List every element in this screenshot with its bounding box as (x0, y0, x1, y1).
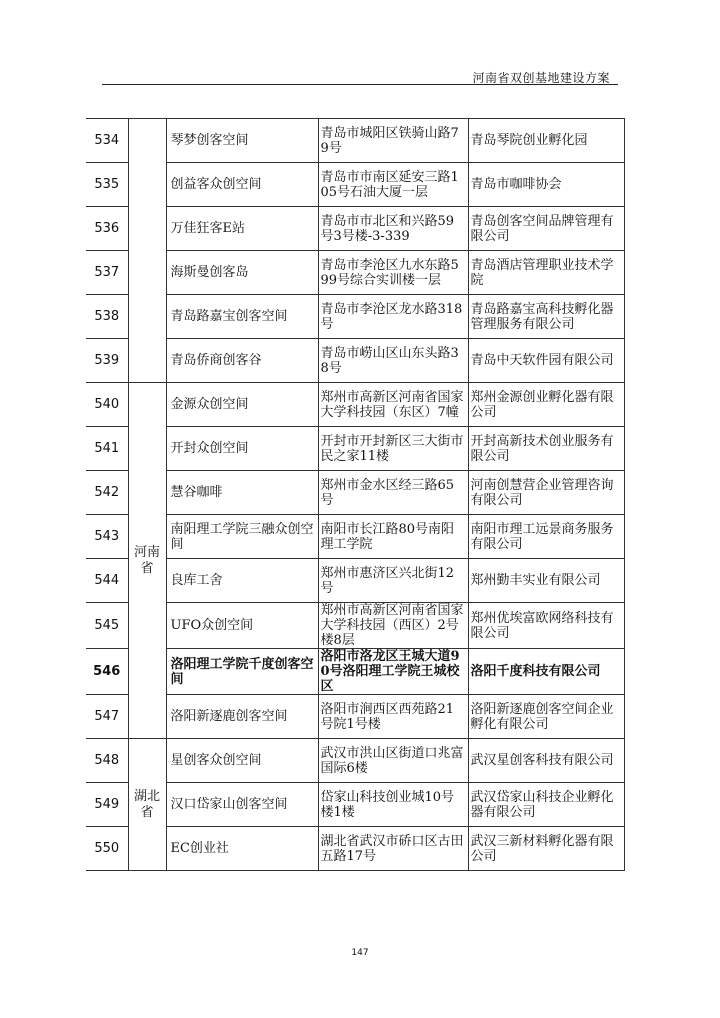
operating-organization: 青岛酒店管理职业技术学院 (468, 251, 624, 295)
operating-organization: 洛阳新逐鹿创客空间企业孵化有限公司 (468, 695, 624, 739)
header-rule (102, 84, 618, 85)
space-name: 海斯曼创客岛 (166, 251, 318, 295)
province-cell-henan: 河南省 (128, 383, 166, 739)
row-number: 536 (86, 207, 128, 251)
table-row (86, 295, 624, 339)
operating-organization: 武汉三新材料孵化器有限公司 (468, 827, 624, 871)
space-address: 岱家山科技创业城10号楼1楼 (318, 783, 468, 827)
row-number: 537 (86, 251, 128, 295)
space-name: 万佳狂客E站 (166, 207, 318, 251)
space-name: 星创客众创空间 (166, 739, 318, 783)
operating-organization: 河南创慧营企业管理咨询有限公司 (468, 471, 624, 515)
space-address: 武汉市洪山区街道口兆富国际6楼 (318, 739, 468, 783)
space-name: 汉口岱家山创客空间 (166, 783, 318, 827)
space-address: 郑州市惠济区兴北街12号 (318, 559, 468, 603)
space-name: 良库工舍 (166, 559, 318, 603)
space-address: 开封市开封新区三大街市民之家11楼 (318, 427, 468, 471)
space-address: 青岛市李沧区九水东路599号综合实训楼一层 (318, 251, 468, 295)
operating-organization: 开封高新技术创业服务有限公司 (468, 427, 624, 471)
row-number: 540 (86, 383, 128, 427)
row-number: 545 (86, 603, 128, 649)
table-row (86, 471, 624, 515)
row-number: 541 (86, 427, 128, 471)
space-name: 慧谷咖啡 (166, 471, 318, 515)
space-address: 湖北省武汉市硚口区古田五路17号 (318, 827, 468, 871)
space-address: 洛阳市洛龙区王城大道90号洛阳理工学院王城校区 (318, 649, 468, 695)
table-row (86, 383, 624, 427)
base-list-table (86, 118, 625, 871)
province-cell-shandong (128, 119, 166, 383)
row-number: 546 (86, 649, 128, 695)
row-number: 549 (86, 783, 128, 827)
space-address: 青岛市市南区延安三路105号石油大厦一层 (318, 163, 468, 207)
table-row (86, 783, 624, 827)
row-number: 534 (86, 119, 128, 163)
operating-organization: 洛阳千度科技有限公司 (468, 649, 624, 695)
table-row (86, 427, 624, 471)
table-row (86, 119, 624, 163)
row-number: 539 (86, 339, 128, 383)
row-number: 547 (86, 695, 128, 739)
table-row (86, 827, 624, 871)
space-address: 郑州市金水区经三路65号 (318, 471, 468, 515)
row-number: 543 (86, 515, 128, 559)
table-row (86, 251, 624, 295)
space-address: 青岛市市北区和兴路59号3号楼-3-339 (318, 207, 468, 251)
table-row (86, 163, 624, 207)
space-name: 青岛路嘉宝创客空间 (166, 295, 318, 339)
space-name: UFO众创空间 (166, 603, 318, 649)
space-address: 青岛市李沧区龙水路318号 (318, 295, 468, 339)
table-row (86, 695, 624, 739)
row-number: 550 (86, 827, 128, 871)
operating-organization: 南阳市理工远景商务服务有限公司 (468, 515, 624, 559)
space-name: 创益客众创空间 (166, 163, 318, 207)
row-number: 548 (86, 739, 128, 783)
operating-organization: 武汉岱家山科技企业孵化器有限公司 (468, 783, 624, 827)
table-row-highlighted (86, 649, 624, 695)
space-name: 开封众创空间 (166, 427, 318, 471)
province-cell-hubei: 湖北省 (128, 739, 166, 871)
space-name: 青岛侨商创客谷 (166, 339, 318, 383)
operating-organization: 郑州金源创业孵化器有限公司 (468, 383, 624, 427)
space-name: EC创业社 (166, 827, 318, 871)
operating-organization: 郑州优埃富欧网络科技有限公司 (468, 603, 624, 649)
space-address: 郑州市高新区河南省国家大学科技园（西区）2号楼8层 (318, 603, 468, 649)
space-name: 南阳理工学院三融众创空间 (166, 515, 318, 559)
page-number: 147 (351, 948, 369, 958)
operating-organization: 青岛路嘉宝高科技孵化器管理服务有限公司 (468, 295, 624, 339)
page-header-title: 河南省双创基地建设方案 (472, 71, 610, 85)
row-number: 535 (86, 163, 128, 207)
space-name: 琴梦创客空间 (166, 119, 318, 163)
space-address: 郑州市高新区河南省国家大学科技园（东区）7幢 (318, 383, 468, 427)
space-name: 洛阳新逐鹿创客空间 (166, 695, 318, 739)
table-row (86, 207, 624, 251)
operating-organization: 青岛琴院创业孵化园 (468, 119, 624, 163)
operating-organization: 青岛创客空间品牌管理有限公司 (468, 207, 624, 251)
space-address: 青岛市城阳区铁骑山路79号 (318, 119, 468, 163)
operating-organization: 青岛中天软件园有限公司 (468, 339, 624, 383)
row-number: 538 (86, 295, 128, 339)
table-row (86, 515, 624, 559)
space-address: 洛阳市涧西区西苑路21号院1号楼 (318, 695, 468, 739)
operating-organization: 武汉星创客科技有限公司 (468, 739, 624, 783)
operating-organization: 郑州勤丰实业有限公司 (468, 559, 624, 603)
space-address: 青岛市崂山区山东头路38号 (318, 339, 468, 383)
operating-organization: 青岛市咖啡协会 (468, 163, 624, 207)
table-row (86, 339, 624, 383)
space-name: 洛阳理工学院千度创客空间 (166, 649, 318, 695)
row-number: 544 (86, 559, 128, 603)
space-name: 金源众创空间 (166, 383, 318, 427)
row-number: 542 (86, 471, 128, 515)
table-row (86, 559, 624, 603)
table-row (86, 603, 624, 649)
table-row (86, 739, 624, 783)
space-address: 南阳市长江路80号南阳理工学院 (318, 515, 468, 559)
